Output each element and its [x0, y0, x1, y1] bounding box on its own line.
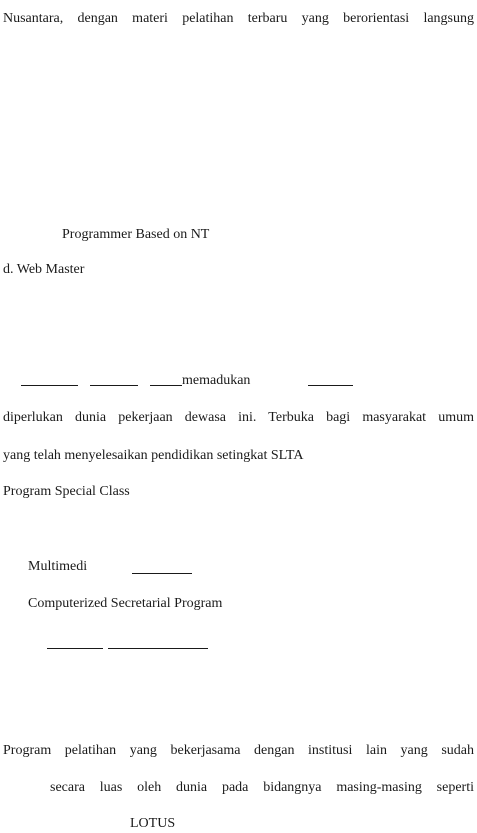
- underline-blank: [90, 385, 138, 386]
- underline-blank: [21, 385, 78, 386]
- paragraph-line-2: diperlukan dunia pekerjaan dewasa ini. Terbuka bagi masyarakat umum: [3, 410, 474, 425]
- paragraph-line-1: Nusantara, dengan materi pelatihan terbaru yang berorientasi langsung: [3, 11, 474, 26]
- underline-blank: [108, 648, 208, 649]
- class-item-secretarial: Computerized Secretarial Program: [28, 596, 223, 611]
- section-heading: Program Special Class: [3, 484, 130, 499]
- partner-lotus: LOTUS: [130, 816, 176, 831]
- underline-blank: [132, 573, 192, 574]
- paragraph-line-3: yang telah menyelesaikan pendidikan setingkat SLTA: [3, 448, 304, 463]
- underline-blank: [47, 648, 103, 649]
- class-item-multimedi: Multimedi: [28, 559, 88, 574]
- course-item-web-master: d. Web Master: [3, 262, 85, 277]
- text-memadukan: memadukan: [182, 373, 251, 388]
- underline-blank: [308, 385, 353, 386]
- underline-blank: [150, 385, 182, 386]
- paragraph-line-4: Program pelatihan yang bekerjasama dengan institusi lain yang sudah: [3, 743, 474, 758]
- paragraph-line-5: secara luas oleh dunia pada bidangnya masing-masing seperti: [50, 780, 474, 795]
- course-item-programmer-nt: Programmer Based on NT: [62, 227, 210, 242]
